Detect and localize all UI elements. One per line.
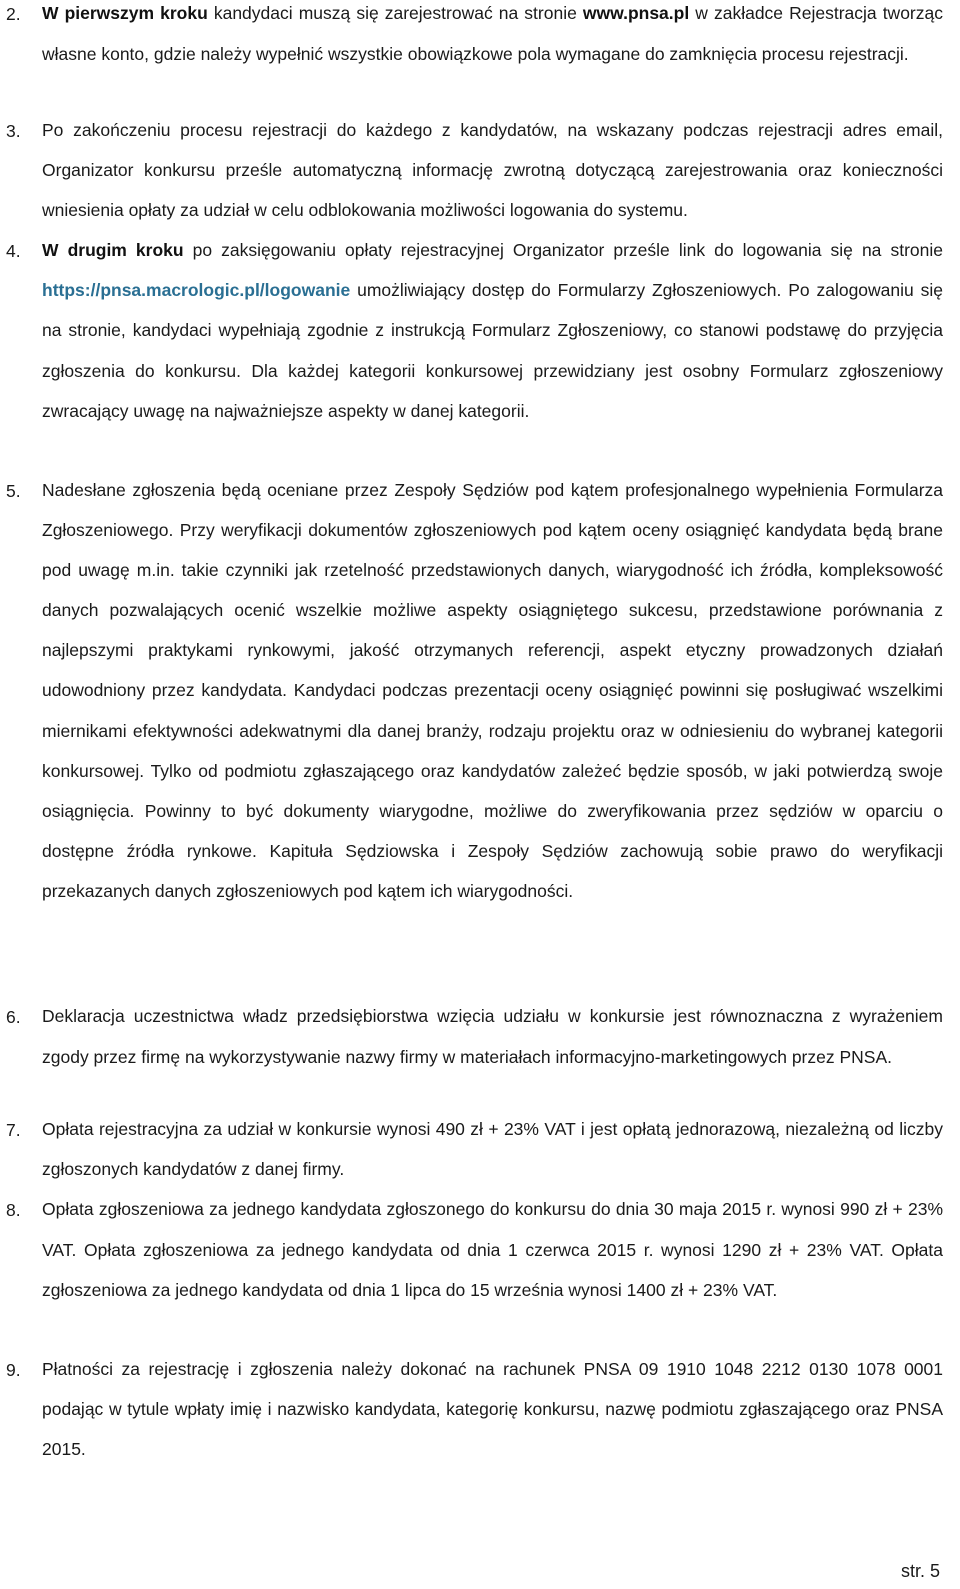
- item-number: 6.: [6, 1007, 21, 1027]
- bold-lead: W pierwszym kroku: [42, 3, 208, 23]
- item-text: [42, 230, 943, 431]
- item-text: [42, 0, 943, 74]
- page-number: str. 5: [900, 1561, 940, 1581]
- item-text: Deklaracja uczestnictwa władz przedsiębiorstwa wzięcia udziału w konkursie jest równoznaczna z wyrażeniem zgody przez firmę na wykorzystywanie nazwy firmy w materiałach informacyjno-marketingowych przez PNSA.: [42, 1006, 943, 1067]
- item-number: 7.: [6, 1120, 21, 1140]
- item-number: 9.: [6, 1360, 21, 1380]
- item-number: 8.: [6, 1200, 21, 1220]
- login-link[interactable]: https://pnsa.macrologic.pl/logowanie: [42, 280, 351, 301]
- item-text: Opłata rejestracyjna za udział w konkursie wynosi 490 zł + 23% VAT i jest opłatą jednorazową, niezależną od liczby zgłoszonych kandydatów z danej firmy.: [42, 1119, 943, 1179]
- item-number: 5.: [6, 481, 21, 501]
- text-part: po zaksięgowaniu opłaty rejestracyjnej Organizator prześle link do logowania się na stronie: [183, 240, 943, 260]
- item-number: 2.: [6, 4, 21, 24]
- item-text: Po zakończeniu procesu rejestracji do każdego z kandydatów, na wskazany podczas rejestracji adres email, Organizator konkursu prześle automatyczną informację zwrotną dotyczącą zarejestrowania oraz konieczności wniesienia opłaty za udział w celu odblokowania możliwości logowania do systemu.: [42, 120, 943, 220]
- item-text: Płatności za rejestrację i zgłoszenia należy dokonać na rachunek PNSA 09 1910 1048 2212 0130 1078 0001 podając w tytule wpłaty imię i nazwisko kandydata, kategorię konkursu, nazwę podmiotu zgłaszającego oraz PNSA 2015.: [42, 1359, 943, 1459]
- item-number: 3.: [6, 121, 21, 141]
- item-text: Nadesłane zgłoszenia będą oceniane przez Zespoły Sędziów pod kątem profesjonalnego wypełnienia Formularza Zgłoszeniowego. Przy weryfikacji dokumentów zgłoszeniowych pod kątem oceny osiągnięć kandydata będą brane pod uwagę m.in. takie czynniki jak rzetelność przedstawionych danych, wiarygodność ich źródła, kompleksowość danych pozwalających ocenić wszelkie możliwe aspekty osiągniętego sukcesu, przedstawione porównania z najlepszymi praktykami rynkowymi, jakość otrzymanych referencji, aspekt etyczny prowadzonych działań udowodniony przez kandydata. Kandydaci podczas prezentacji oceny osiągnięć powinni się posługiwać wszelkimi miernikami efektywności adekwatnymi dla danej branży, rodzaju projektu oraz w odniesieniu do wybranej kategorii konkursowej. Tylko od podmiotu zgłaszającego oraz kandydatów zależeć będzie sposób, w jaki potwierdzą swoje osiągnięcia. Powinny to być dokumenty wiarygodne, możliwe do zweryfikowania przez sędziów w oparciu o dostępne źródła rynkowe. Kapituła Sędziowska i Zespoły Sędziów zachowują sobie prawo do weryfikacji przekazanych danych zgłoszeniowych pod kątem ich wiarygodności.: [42, 480, 943, 901]
- bold-lead: W drugim kroku: [42, 240, 184, 260]
- item-text: Opłata zgłoszeniowa za jednego kandydata zgłoszonego do konkursu do dnia 30 maja 2015 r. wynosi 990 zł + 23% VAT. Opłata zgłoszeniowa za jednego kandydata od dnia 1 czerwca 2015 r. wynosi 1290 zł + 23% VAT. Opłata zgłoszeniowa za jednego kandydata od dnia 1 lipca do 15 września wynosi 1400 zł + 23% VAT.: [42, 1199, 943, 1300]
- text-part: umożliwiający dostęp do Formularzy Zgłoszeniowych. Po zalogowaniu się na stronie, kandydaci wypełniają zgodnie z instrukcją Formularz Zgłoszeniowy, co stanowi podstawę do przyjęcia zgłoszenia do konkursu. Dla każdej kategorii konkursowej przewidziany jest osobny Formularz zgłoszeniowy zwracający uwagę na najważniejsze aspekty w danej kategorii.: [42, 280, 943, 421]
- text-part: kandydaci muszą się zarejestrować na stronie: [207, 3, 583, 23]
- item-number: 4.: [6, 241, 21, 261]
- text-part: w zakładce Rejestracja tworząc własne konto, gdzie należy wypełnić wszystkie obowiązkowe pola wymagane do zamknięcia procesu rejestracji.: [42, 3, 943, 64]
- website-link[interactable]: www.pnsa.pl: [582, 3, 690, 23]
